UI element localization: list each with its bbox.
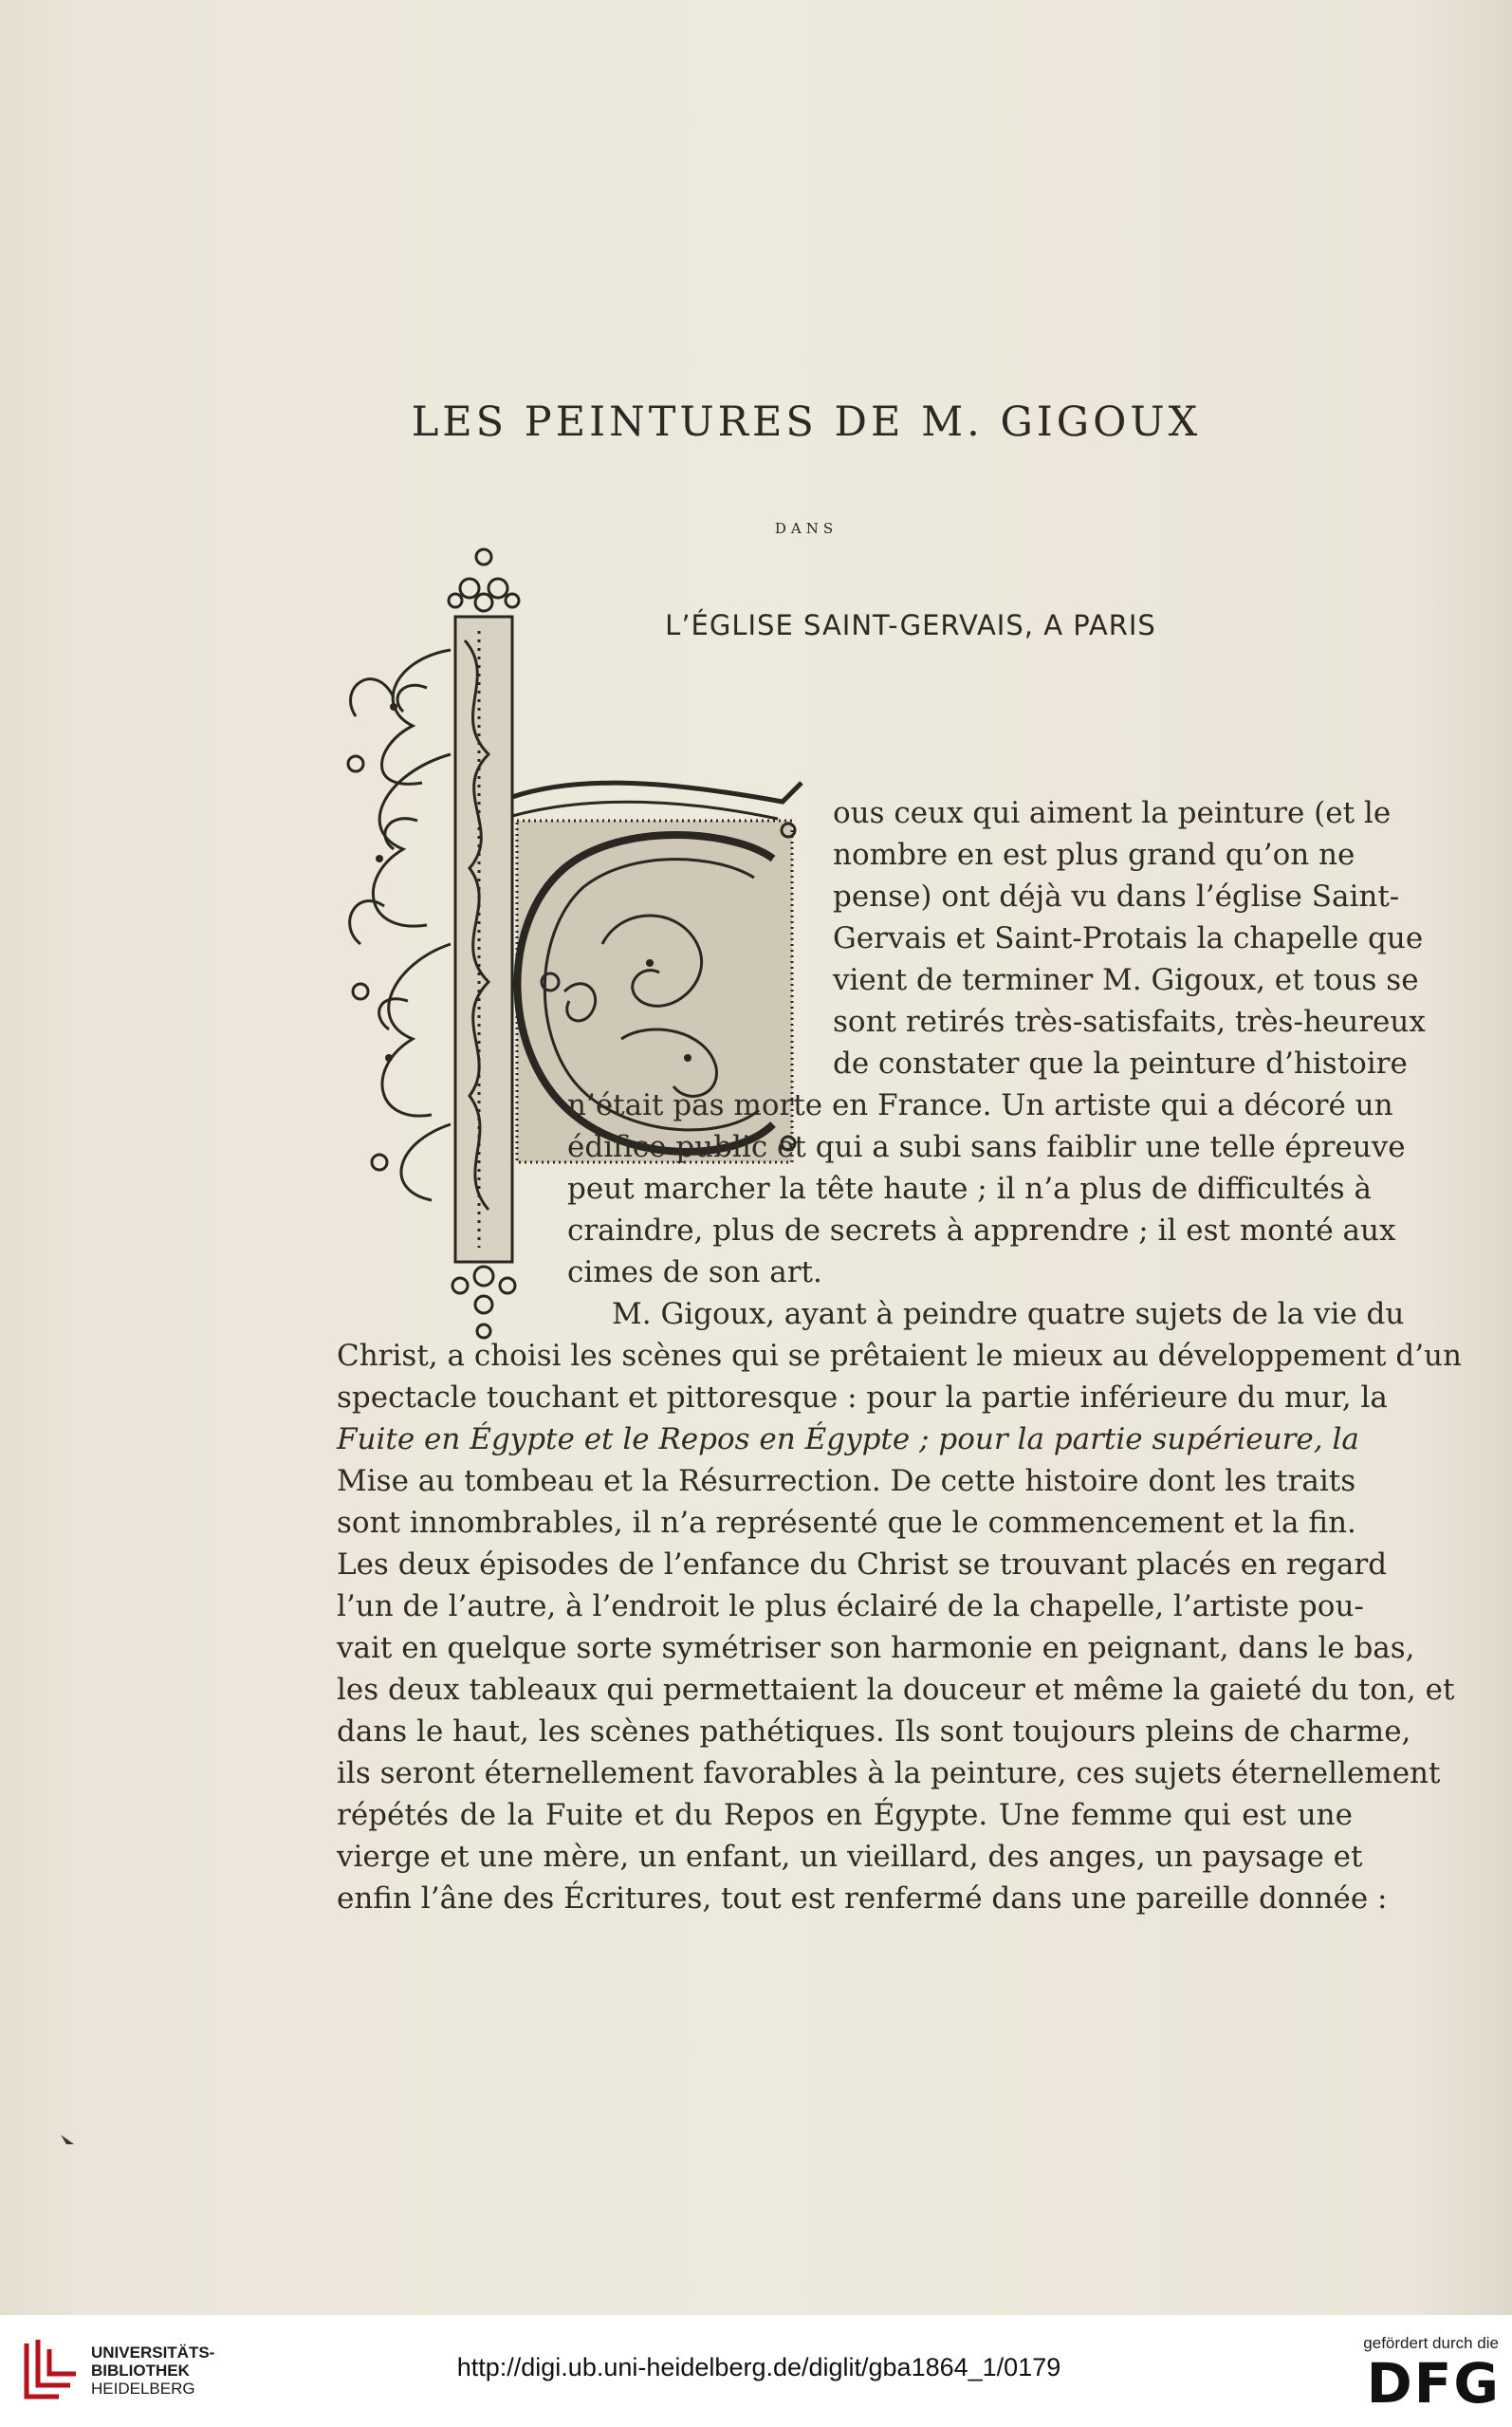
text-line-18: sont innombrables, il n’a représenté que le commencement et la fin. (337, 1506, 1356, 1540)
text-line-9: édifice public et qui a subi sans faiblir une telle épreuve (567, 1130, 1406, 1164)
text-line-16: Fuite en Égypte et le Repos en Égypte ; pour la partie supérieure, la (337, 1422, 1359, 1456)
text-line-15: spectacle touchant et pittoresque : pour la partie inférieure du mur, la (337, 1380, 1388, 1415)
text-line-23: dans le haut, les scènes pathétiques. Ils sont toujours pleins de charme, (337, 1714, 1411, 1749)
text-line-19: Les deux épisodes de l’enfance du Christ se trouvant placés en regard (337, 1547, 1388, 1582)
dfg-logo[interactable]: DFG (1366, 2351, 1501, 2416)
text-line-11: craindre, plus de secrets à apprendre ; il est monté aux (567, 1214, 1396, 1248)
text-line-17: Mise au tombeau et la Résurrection. De cette histoire dont les traits (337, 1464, 1356, 1498)
library-line-2: BIBLIOTHEK (91, 2362, 190, 2380)
text-line-13: M. Gigoux, ayant à peindre quatre sujets de la vie du (612, 1297, 1405, 1331)
text-line-10: peut marcher la tête haute ; il n’a plus de difficultés à (567, 1172, 1372, 1206)
text-line-27: enfin l’âne des Écritures, tout est renfermé dans une pareille donnée : (337, 1881, 1388, 1916)
library-name[interactable] (91, 2344, 214, 2398)
ink-mark-icon (59, 2133, 78, 2146)
text-line-26: vierge et une mère, un enfant, un vieillard, des anges, un paysage et (337, 1840, 1363, 1874)
text-line-14: Christ, a choisi les scènes qui se prêtaient le mieux au développement d’un (337, 1339, 1462, 1373)
funded-by-label: gefördert durch die (1363, 2334, 1499, 2352)
article-subtitle: L’ÉGLISE SAINT-GERVAIS, A PARIS (665, 609, 1156, 641)
text-line-6: sont retirés très-satisfaits, très-heureux (833, 1005, 1426, 1039)
source-url-link[interactable]: http://digi.ub.uni-heidelberg.de/diglit/gba1864_1/0179 (456, 2353, 1061, 2381)
text-line-8: n’était pas morte en France. Un artiste qui a décoré un (567, 1088, 1393, 1122)
text-line-2: nombre en est plus grand qu’on ne (833, 838, 1355, 872)
title-connector: DANS (774, 520, 839, 537)
article-title: LES PEINTURES DE M. GIGOUX (411, 398, 1202, 446)
text-line-12: cimes de son art. (567, 1255, 822, 1289)
text-line-24: ils seront éternellement favorables à la peinture, ces sujets éternellement (337, 1756, 1441, 1790)
library-line-3: HEIDELBERG (91, 2380, 195, 2398)
text-line-1: ous ceux qui aiment la peinture (et le (833, 796, 1392, 830)
library-line-1: UNIVERSITÄTS- (91, 2344, 215, 2362)
text-line-20: l’un de l’autre, à l’endroit le plus éclairé de la chapelle, l’artiste pou- (337, 1589, 1364, 1623)
text-line-25: répétés de la Fuite et du Repos en Égypte. Une femme qui est une (337, 1798, 1353, 1832)
text-line-5: vient de terminer M. Gigoux, et tous se (833, 963, 1419, 997)
text-line-4: Gervais et Saint-Protais la chapelle que (833, 921, 1424, 955)
ub-heidelberg-logo-icon[interactable] (21, 2336, 82, 2404)
text-line-7: de constater que la peinture d’histoire (833, 1047, 1408, 1081)
text-line-3: pense) ont déjà vu dans l’église Saint- (833, 880, 1400, 914)
text-line-22: les deux tableaux qui permettaient la douceur et même la gaieté du ton, et (337, 1673, 1455, 1707)
text-line-21: vait en quelque sorte symétriser son harmonie en peignant, dans le bas, (337, 1631, 1415, 1665)
